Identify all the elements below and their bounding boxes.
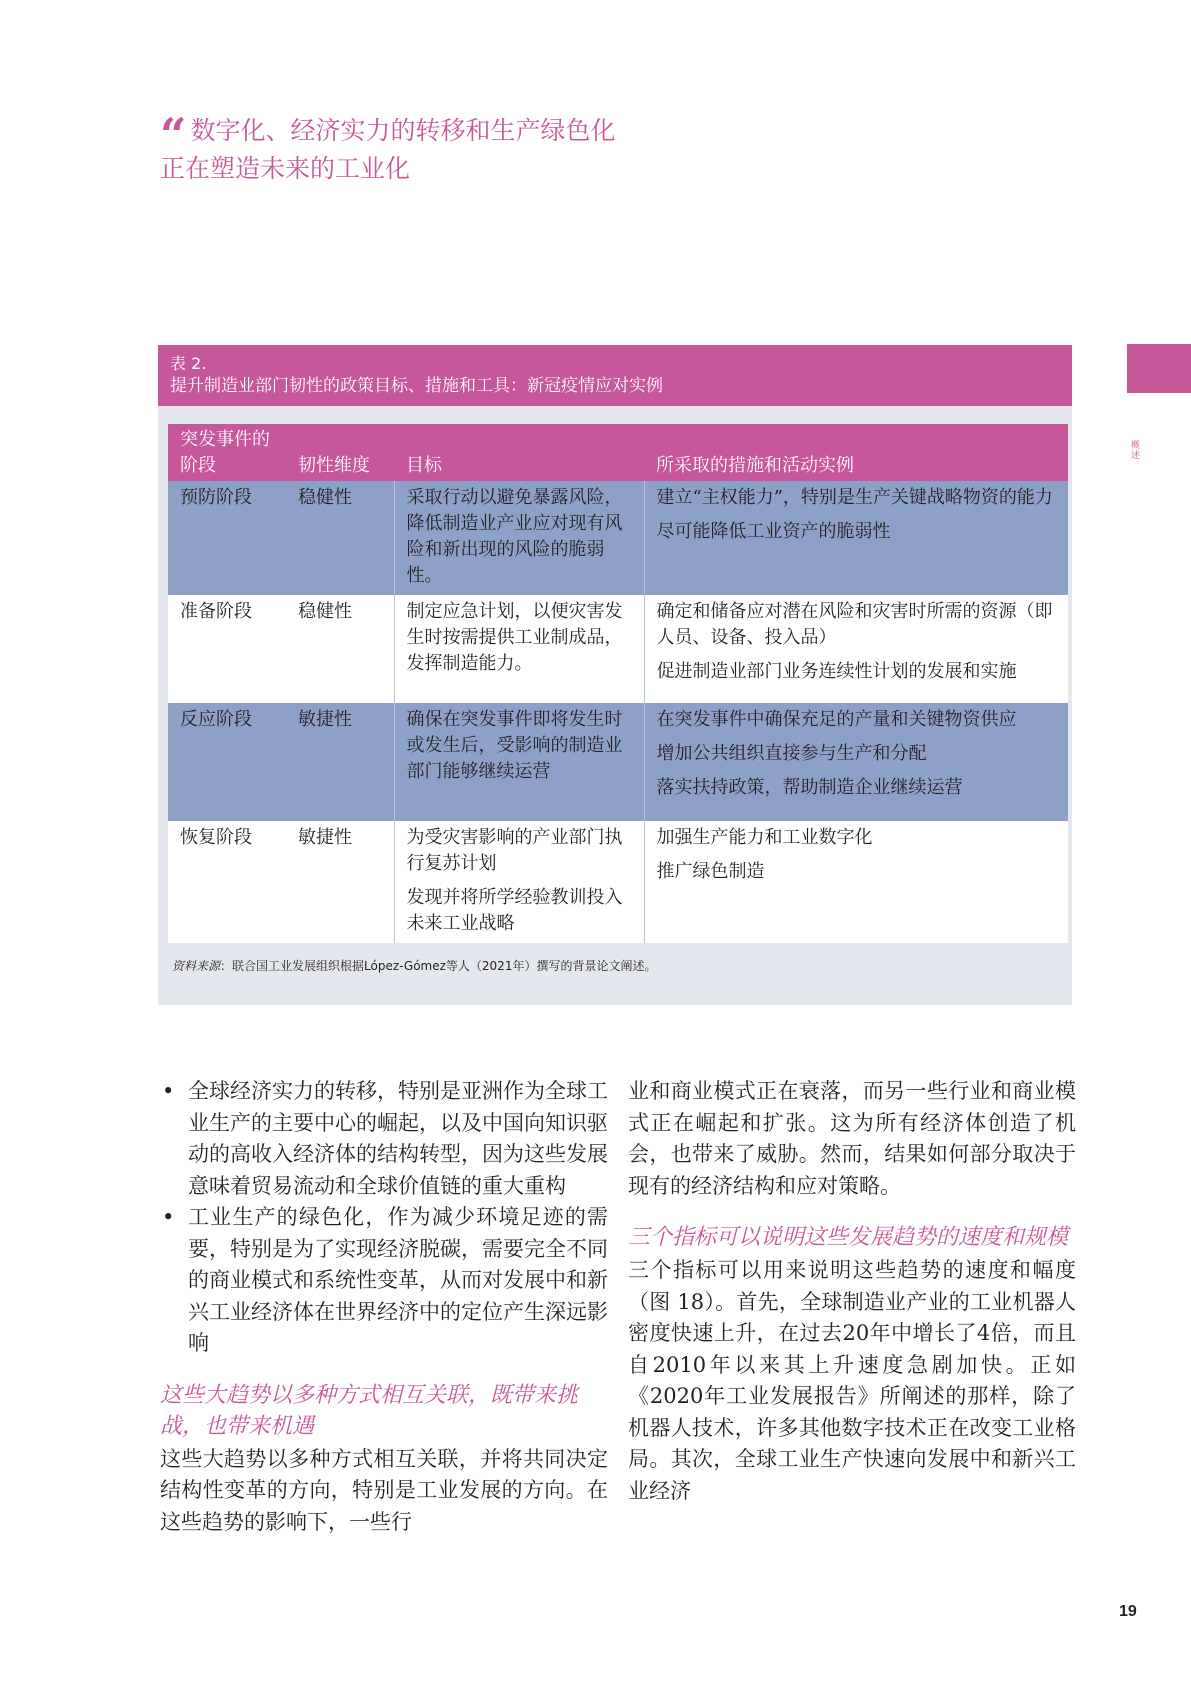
target-item: 制定应急计划，以便灾害发生时按需提供工业制成品，发挥制造能力。	[406, 601, 623, 674]
bullet-text: 工业生产的绿色化，作为减少环境足迹的需要，特别是为了实现经济脱碳，需要完全不同的商业模式和系统性变革，从而对发展中和新兴工业经济体在世界经济中的定位产生深远影响	[188, 1205, 608, 1355]
cell-target	[394, 481, 644, 595]
cell-target	[394, 703, 644, 821]
cell-stage: 准备阶段	[168, 595, 286, 703]
pull-quote	[160, 108, 640, 187]
policy-table	[168, 424, 1068, 943]
body-paragraph: 业和商业模式正在衰落，而另一些行业和商业模式正在崛起和扩张。这为所有经济体创造了机会，也带来了威胁。然而，结果如何部分取决于现有的经济结构和应对策略。	[628, 1079, 1076, 1198]
example-item: 加强生产能力和工业数字化	[656, 827, 873, 848]
bullet-item	[160, 1202, 608, 1360]
column-header-dimension: 韧性维度	[286, 424, 394, 481]
cell-examples	[644, 481, 1068, 595]
section-tab-label: 概述	[1129, 440, 1139, 460]
example-item: 确定和储备应对潜在风险和灾害时所需的资源（即人员、设备、投入品）	[656, 601, 1053, 648]
body-paragraph: 这些大趋势以多种方式相互关联，并将共同决定结构性变革的方向，特别是工业发展的方向。在这些趋势的影响下，一些行	[160, 1446, 608, 1534]
cell-target	[394, 595, 644, 703]
bullet-text: 全球经济实力的转移，特别是亚洲作为全球工业生产的主要中心的崛起，以及中国向知识驱动的高收入经济体的结构转型，因为这些发展意味着贸易流动和全球价值链的重大重构	[188, 1079, 608, 1198]
cell-dimension: 敏捷性	[286, 703, 394, 821]
table-title: 提升制造业部门韧性的政策目标、措施和工具：新冠疫情应对实例	[170, 376, 663, 396]
table-number: 表 2.	[170, 354, 207, 373]
example-item: 推广绿色制造	[656, 861, 765, 882]
body-column-right	[628, 1076, 1076, 1507]
body-paragraph: 三个指标可以用来说明这些趋势的速度和幅度（图 18）。首先，全球制造业产业的工业机器人密度快速上升，在过去20年中增长了4倍，而且自2010年以来其上升速度急剧加快。正如《2020年工业发展报告》所阐述的那样，除了机器人技术，许多其他数字技术正在改变工业格局。其次，全球工业生产快速向发展中和新兴工业经济	[628, 1258, 1076, 1503]
column-header-target: 目标	[394, 424, 644, 481]
cell-dimension: 稳健性	[286, 595, 394, 703]
body-column-left	[160, 1076, 608, 1538]
section-heading: 三个指标可以说明这些发展趋势的速度和规模	[628, 1225, 1069, 1250]
section-heading: 这些大趋势以多种方式相互关联，既带来挑战，也带来机遇	[160, 1382, 579, 1439]
bullet-item	[160, 1076, 608, 1202]
page-number: 19	[1119, 1603, 1137, 1620]
bullet-icon: •	[162, 1079, 175, 1103]
cell-stage: 恢复阶段	[168, 821, 286, 943]
column-header-stage: 突发事件的阶段	[168, 424, 286, 481]
table-source	[172, 957, 656, 974]
pull-quote-text: 数字化、经济实力的转移和生产绿色化正在塑造未来的工业化	[160, 116, 616, 183]
table-row	[168, 703, 1068, 821]
cell-examples	[644, 703, 1068, 821]
column-header-examples: 所采取的措施和活动实例	[644, 424, 1068, 481]
example-item: 促进制造业部门业务连续性计划的发展和实施	[656, 661, 1017, 682]
target-item: 为受灾害影响的产业部门执行复苏计划	[406, 827, 623, 874]
example-item: 尽可能降低工业资产的脆弱性	[656, 521, 891, 542]
cell-stage: 预防阶段	[168, 481, 286, 595]
table-body	[168, 424, 1068, 943]
example-item: 增加公共组织直接参与生产和分配	[656, 743, 927, 764]
source-text: ：联合国工业发展组织根据López-Gómez等人（2021年）撰写的背景论文阐述。	[220, 959, 657, 973]
example-item: 在突发事件中确保充足的产量和关键物资供应	[656, 709, 1017, 730]
target-item: 发现并将所学经验教训投入未来工业战略	[406, 887, 623, 934]
table-row	[168, 595, 1068, 703]
example-item: 建立“主权能力”，特别是生产关键战略物资的能力	[656, 487, 1053, 508]
cell-examples	[644, 821, 1068, 943]
cell-dimension: 敏捷性	[286, 821, 394, 943]
table-panel	[158, 345, 1072, 1005]
table-header-row	[168, 424, 1068, 481]
table-row	[168, 481, 1068, 595]
target-item: 确保在突发事件即将发生时或发生后，受影响的制造业部门能够继续运营	[406, 709, 623, 782]
cell-examples	[644, 595, 1068, 703]
cell-stage: 反应阶段	[168, 703, 286, 821]
target-item: 采取行动以避免暴露风险，降低制造业产业应对现有风险和新出现的风险的脆弱性。	[406, 487, 623, 586]
bullet-icon: •	[162, 1205, 175, 1229]
quote-mark-icon: “	[160, 108, 187, 162]
example-item: 落实扶持政策，帮助制造企业继续运营	[656, 777, 963, 798]
table-header	[158, 345, 1072, 406]
table-row	[168, 821, 1068, 943]
cell-dimension: 稳健性	[286, 481, 394, 595]
cell-target	[394, 821, 644, 943]
section-tab	[1127, 344, 1191, 393]
source-label: 资料来源	[172, 959, 221, 973]
